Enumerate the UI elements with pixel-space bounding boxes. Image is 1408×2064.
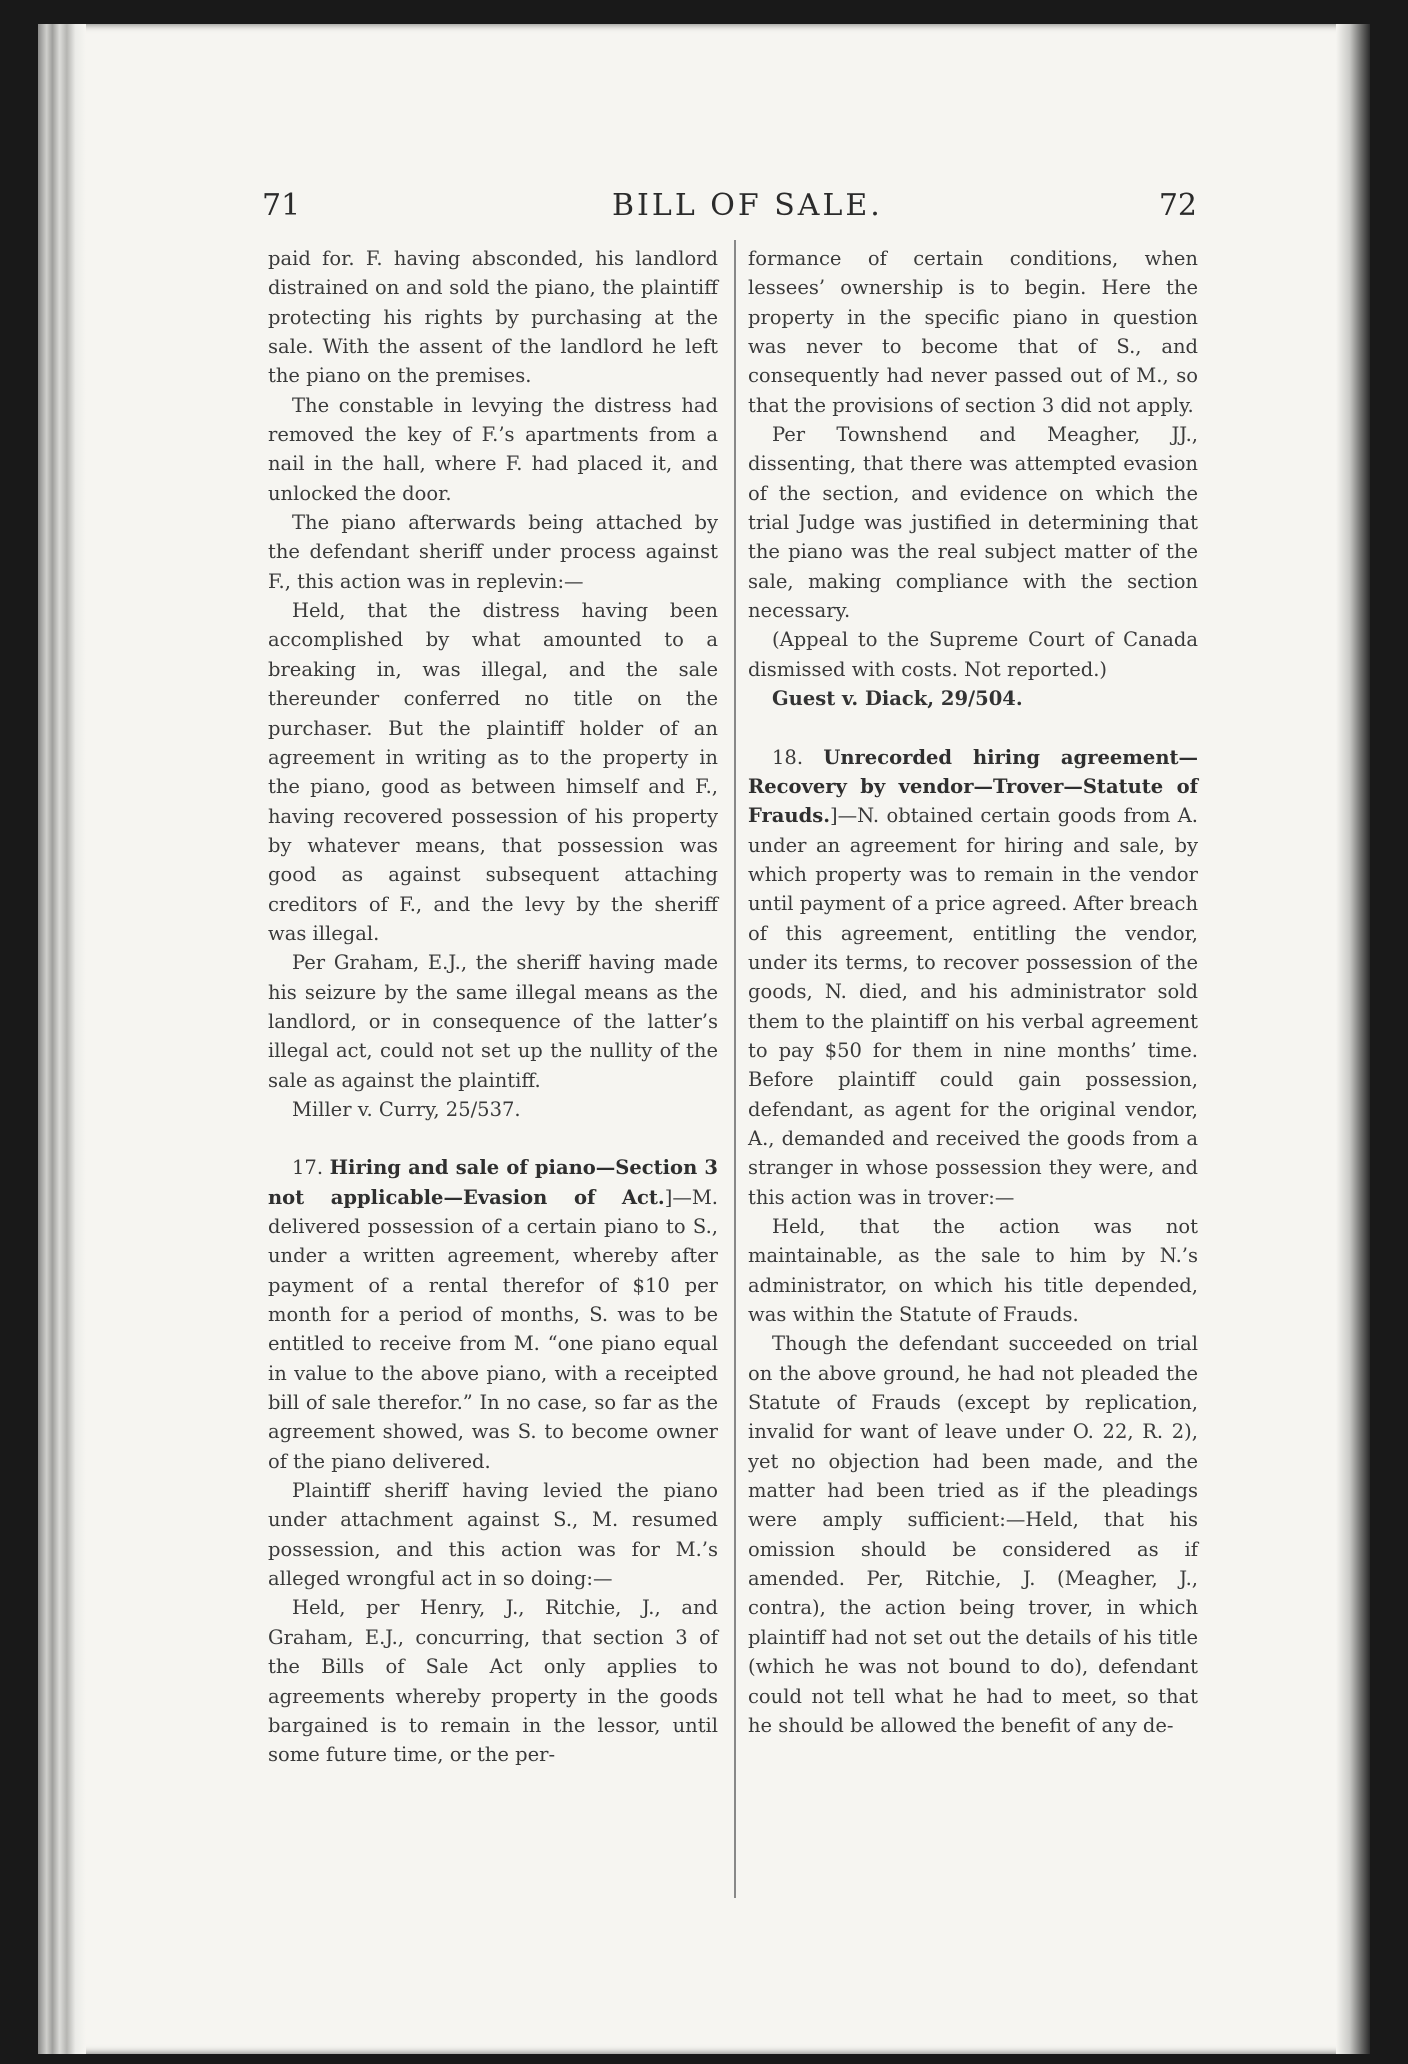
entry-heading: Hiring and sale of piano—Section 3 not applicable—Evasion of Act. [268, 1156, 718, 1209]
page-number-right: 72 [1158, 188, 1197, 223]
entry-heading: Unrecorded hiring agreement—Recovery by vendor—Trover—Statute of Frauds. [748, 745, 1199, 828]
paragraph: formance of certain conditions, when lessees’ ownership is to begin. Here the property in the specific piano in question was never to become that of S., and consequently had never passed out of M., so that the provisions of section 3 did not apply. [748, 247, 1198, 417]
case-citation: Miller v. Curry, 25/537. [292, 1097, 521, 1121]
left-column [268, 244, 718, 1770]
paragraph: paid for. F. having absconded, his landlord distrained on and sold the piano, the plaintiff protecting his rights by purchasing at the sale. With the assent of the landlord he left the piano on the premises. [268, 247, 718, 388]
page-number-left: 71 [262, 188, 301, 223]
entry-17 [268, 1153, 718, 1476]
paragraph: Per Townshend and Meagher, JJ., dissenting, that there was attempted evasion of the section, and evidence on which the trial Judge was justified in determining that the piano was the real subject matter of the sale, making compliance with the section necessary. [748, 423, 1198, 623]
entry-number: 18. [772, 745, 804, 769]
entry-body: ]—N. obtained certain goods from A. under an agreement for hiring and sale, by which property was to remain in the vendor until payment of a price agreed. After breach of this agreement, entitling the vendor, under its terms, to recover possession of the goods, N. died, and his administrator sold them to the plaintiff on his verbal agreement to pay $50 for them in nine months’ time. Before plaintiff could gain possession, defendant, as agent for the original vendor, A., demanded and received the goods from a stranger in whose possession they were, and this action was in trover:— [748, 804, 1198, 1209]
running-title: BILL OF SALE. [612, 188, 883, 223]
column-divider [734, 240, 736, 1898]
paragraph: Held, that the distress having been accomplished by what amounted to a breaking in, was illegal, and the sale thereunder conferred no title on the purchaser. But the plaintiff holder of an agreement in writing as to the property in the piano, good as between himself and F., having recovered possession of his property by whatever means, that possession was good as against subsequent attaching creditors of F., and the levy by the sheriff was illegal. [268, 599, 718, 945]
paragraph: (Appeal to the Supreme Court of Canada dismissed with costs. Not reported.) [748, 628, 1198, 681]
paragraph: Held, per Henry, J., Ritchie, J., and Graham, E.J., concurring, that section 3 of the Bills of Sale Act only applies to agreements whereby property in the goods bargained is to remain in the lessor, until some future time, or the per- [268, 1596, 718, 1767]
case-citation: Guest v. Diack, 29/504. [772, 687, 1023, 711]
entry-number: 17. [292, 1156, 324, 1180]
page-stack-edge-left [38, 24, 86, 2054]
running-head [262, 188, 1197, 224]
paragraph: Plaintiff sheriff having levied the piano under attachment against S., M. resumed possession, and this action was for M.’s alleged wrongful act in so doing:— [268, 1479, 718, 1591]
paragraph: The constable in levying the distress had removed the key of F.’s apartments from a nail in the hall, where F. had placed it, and unlocked the door. [268, 393, 718, 505]
paragraph: Held, that the action was not maintainable, as the sale to him by N.’s administrator, on which his title depended, was within the Statute of Frauds. [748, 1215, 1198, 1327]
paragraph: Per Graham, E.J., the sheriff having made his seizure by the same illegal means as the landlord, or in consequence of the latter’s illegal act, could not set up the nullity of the sale as against the plaintiff. [268, 951, 718, 1092]
page-stack-edge-right [1336, 24, 1370, 2054]
paragraph: The piano afterwards being attached by the defendant sheriff under process against F., this action was in replevin:— [268, 511, 718, 593]
entry-18 [748, 743, 1198, 1213]
paragraph: Though the defendant succeeded on trial on the above ground, he had not pleaded the Statute of Frauds (except by replication, invalid for want of leave under O. 22, R. 2), yet no objection had been made, and the matter had been tried as if the pleadings were amply sufficient:—Held, that his omission should be considered as if amended. Per, Ritchie, J. (Meagher, J., contra), the action being trover, in which plaintiff had not set out the details of his title (which he was not bound to do), defendant could not tell what he had to meet, so that he should be allowed the benefit of any de- [748, 1332, 1198, 1737]
right-column [748, 244, 1198, 1740]
entry-body: ]—M. delivered possession of a certain piano to S., under a written agreement, whereby after payment of a rental therefor of $10 per month for a period of months, S. was to be entitled to receive from M. “one piano equal in value to the above piano, with a receipted bill of sale therefor.” In no case, so far as the agreement showed, was S. to become owner of the piano delivered. [268, 1185, 718, 1473]
